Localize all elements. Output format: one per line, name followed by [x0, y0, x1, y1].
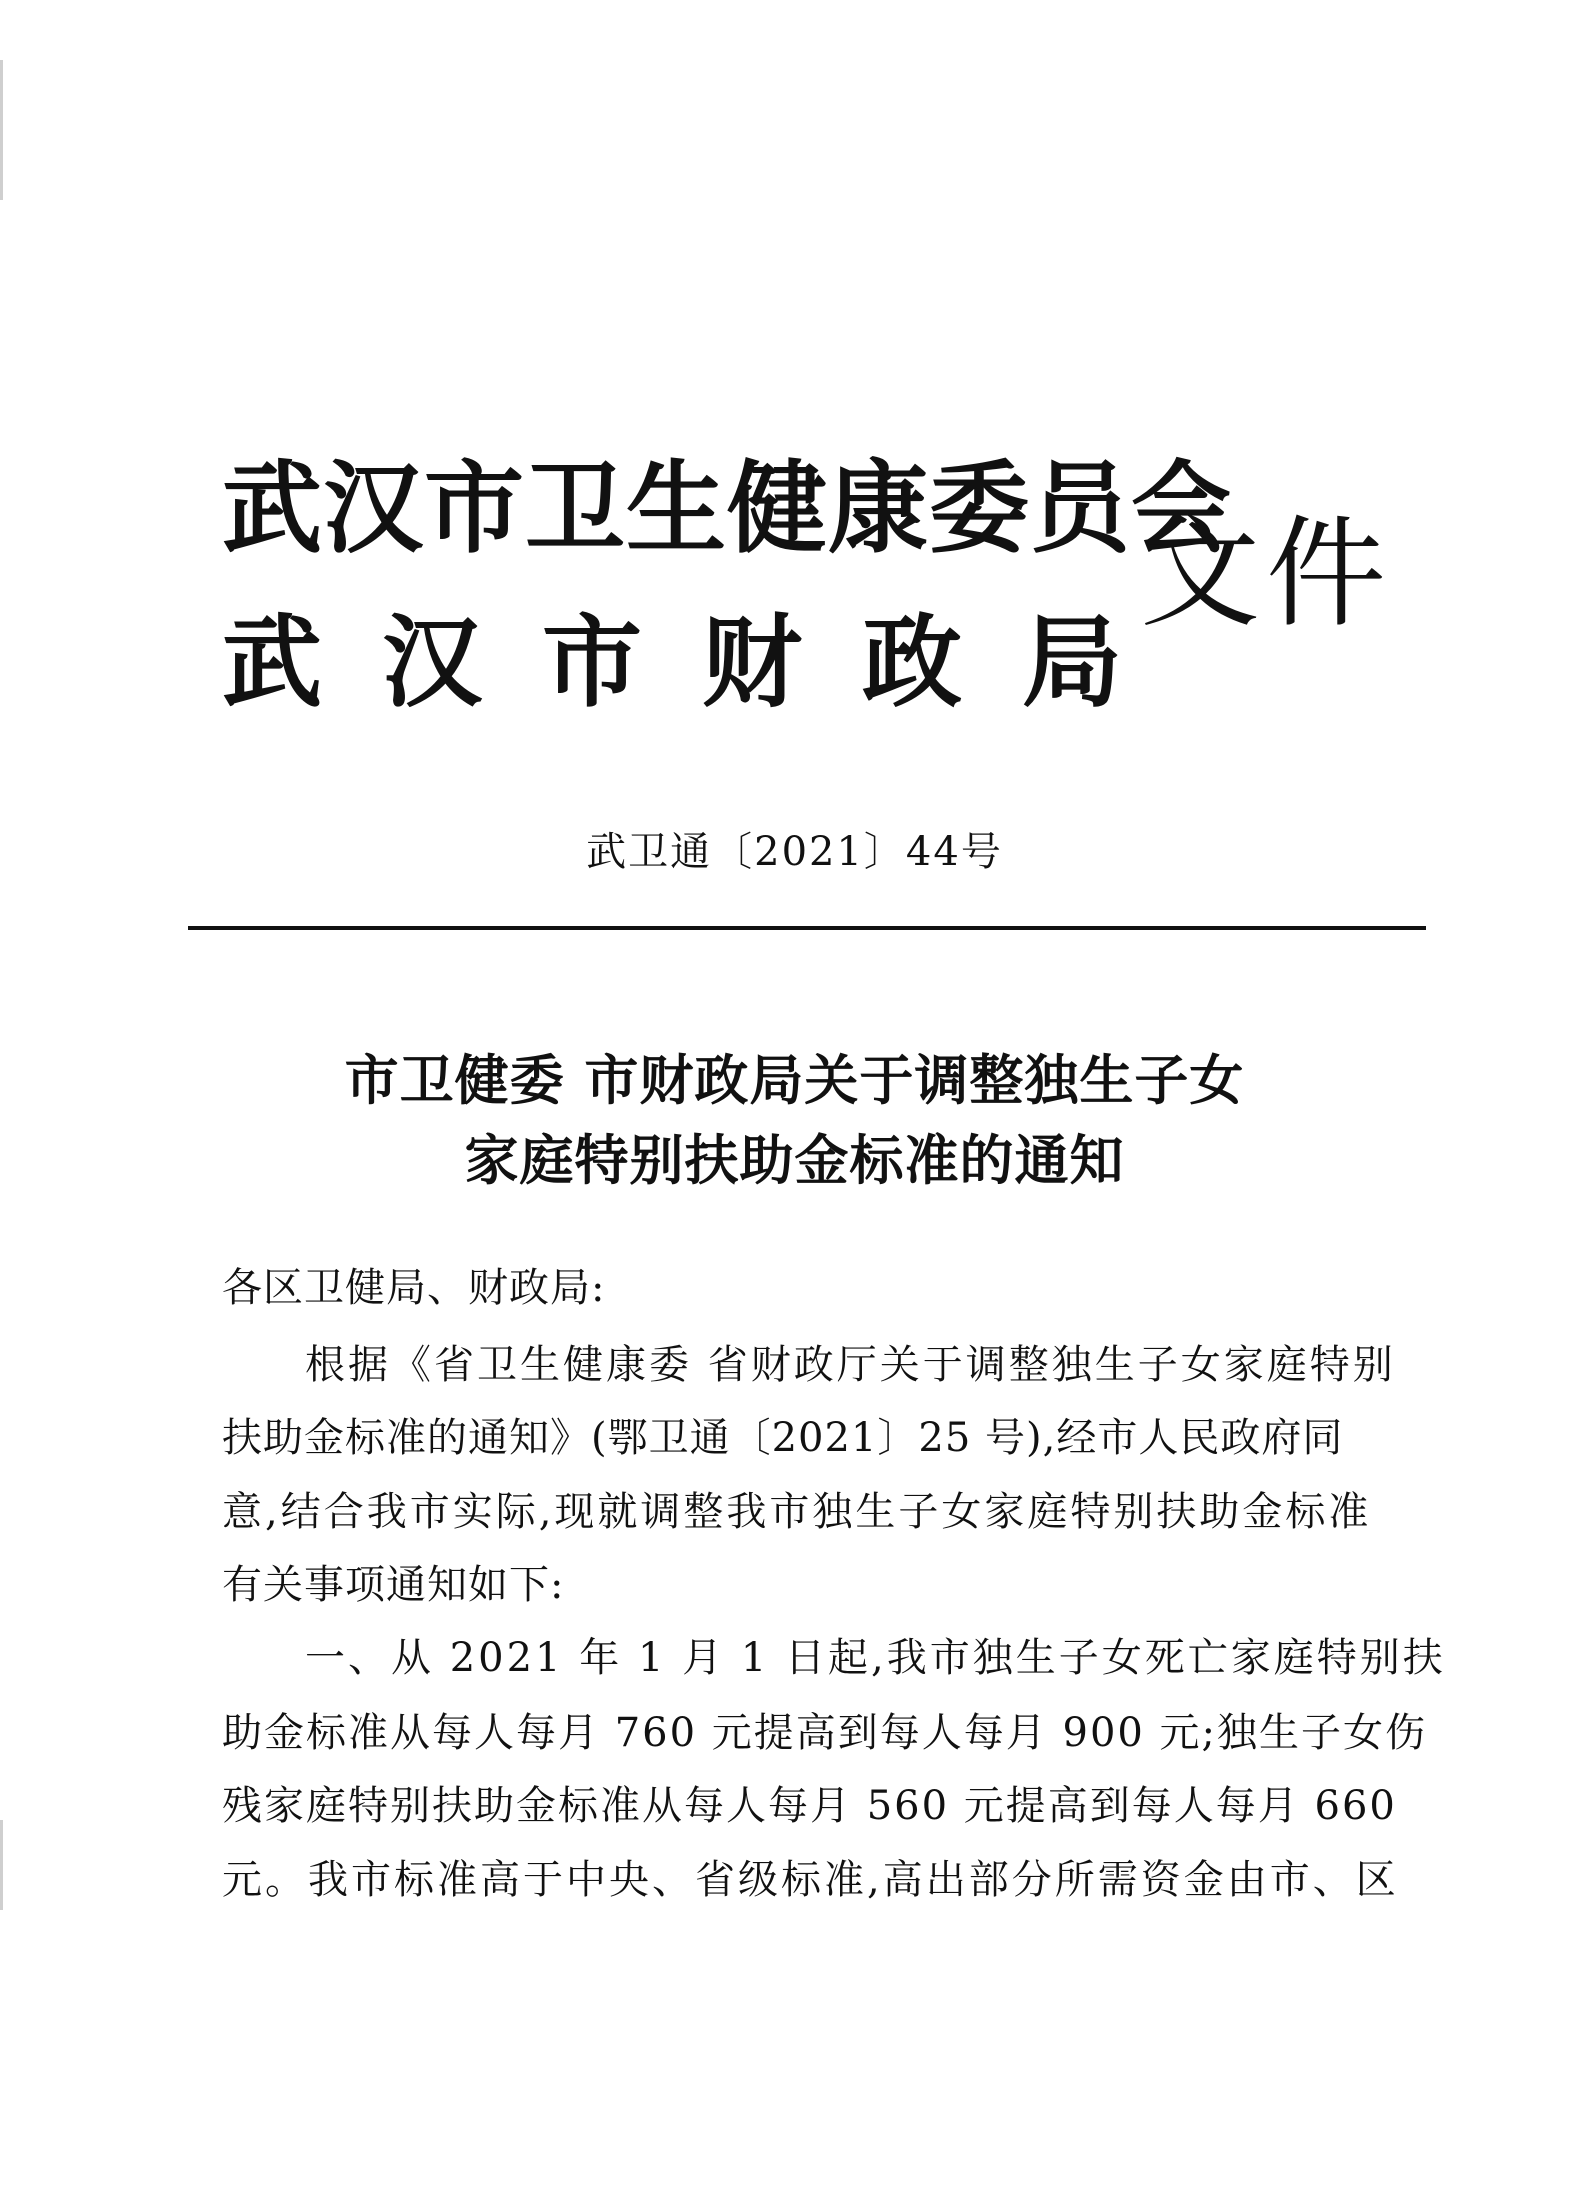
paragraph-1-line-1: 根据《省卫生健康委 省财政厅关于调整独生子女家庭特别 [305, 1342, 1396, 1388]
paragraph-1-line-4: 有关事项通知如下: [222, 1562, 565, 1608]
header-divider [188, 926, 1426, 930]
letterhead-suffix: 文件 [1140, 505, 1392, 644]
letterhead-issuer-2: 武汉市财政局 [222, 603, 1182, 721]
letterhead-issuer-1: 武汉市卫生健康委员会 [222, 449, 1232, 567]
paragraph-2-line-1: 一、从 2021 年 1 月 1 日起,我市独生子女死亡家庭特别扶 [305, 1635, 1446, 1681]
paragraph-2-line-4: 元。我市标准高于中央、省级标准,高出部分所需资金由市、区 [222, 1857, 1399, 1903]
paragraph-2-line-3: 残家庭特别扶助金标准从每人每月 560 元提高到每人每月 660 [222, 1783, 1397, 1829]
paragraph-1-line-3: 意,结合我市实际,现就调整我市独生子女家庭特别扶助金标准 [222, 1489, 1372, 1535]
paragraph-1-line-2: 扶助金标准的通知》(鄂卫通〔2021〕25 号),经市人民政府同 [222, 1415, 1344, 1461]
document-title-line-1: 市卫健委 市财政局关于调整独生子女 [344, 1048, 1245, 1112]
document-title-line-2: 家庭特别扶助金标准的通知 [464, 1128, 1125, 1192]
document-number: 武卫通〔2021〕44号 [586, 829, 1003, 875]
salutation: 各区卫健局、财政局: [222, 1265, 606, 1311]
scan-edge-mark [0, 1820, 3, 1910]
scan-edge-mark [0, 60, 3, 200]
paragraph-2-line-2: 助金标准从每人每月 760 元提高到每人每月 900 元;独生子女伤 [222, 1710, 1428, 1756]
